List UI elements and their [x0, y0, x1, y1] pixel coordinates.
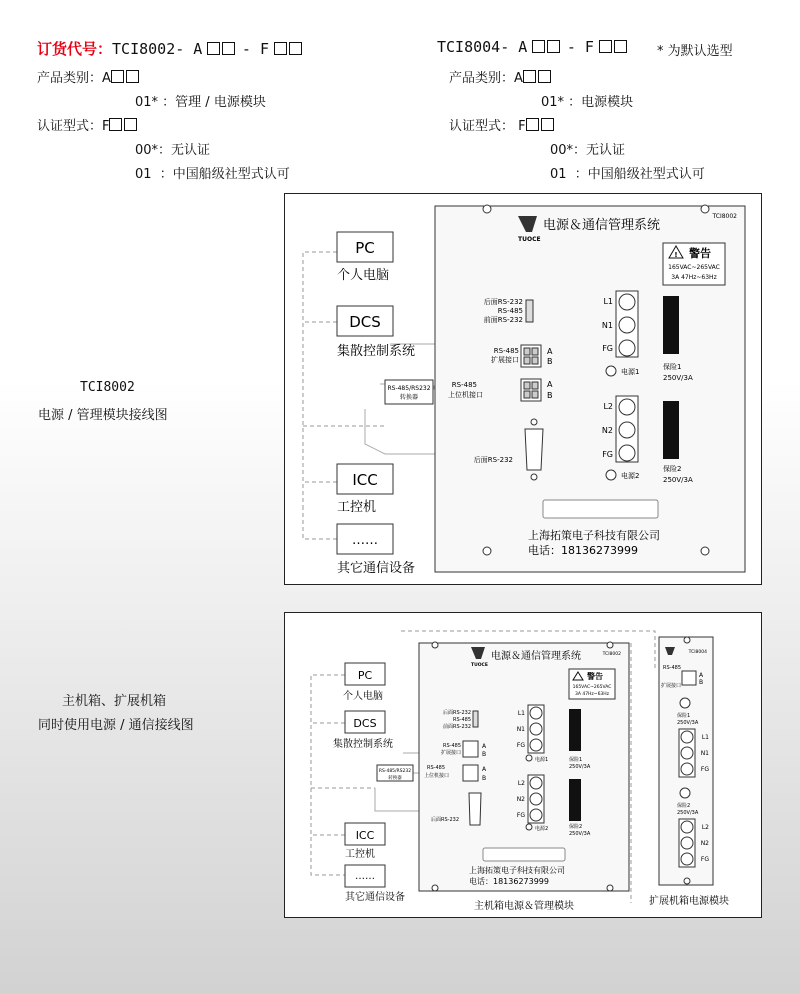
right-category-label: 产品类别：A	[449, 67, 553, 86]
fig1-caption: 电源 / 管理模块接线图	[38, 408, 168, 423]
svg-text:L2: L2	[517, 780, 525, 787]
svg-text:转换器: 转换器	[388, 776, 402, 781]
svg-text:FG: FG	[516, 812, 525, 819]
svg-text:后面RS-232: 后面RS-232	[443, 710, 471, 716]
fig1-device-pc	[337, 232, 393, 283]
svg-text:上海拓策电子科技有限公司: 上海拓策电子科技有限公司	[469, 866, 565, 875]
l2-label: L2	[603, 402, 613, 411]
default-note: * 为默认选型	[657, 44, 733, 59]
fig1-converter	[385, 380, 433, 404]
up-b-label: B	[547, 391, 553, 400]
mode-switch	[526, 300, 533, 322]
svg-text:L1: L1	[517, 710, 525, 717]
order-code-label: 订货代号：	[37, 40, 113, 58]
svg-text:TCI8002: TCI8002	[602, 652, 621, 657]
converter-line2: 转换器	[399, 394, 419, 401]
svg-text:N2: N2	[700, 840, 709, 847]
fuse2	[569, 779, 581, 821]
svg-text:N1: N1	[516, 726, 525, 733]
fuse1	[569, 709, 581, 751]
svg-text:3A 47Hz~63Hz: 3A 47Hz~63Hz	[574, 692, 610, 697]
order-code-tci8002: TCI8002- A	[112, 40, 203, 58]
warning-line1: 165VAC~265VAC	[668, 264, 720, 271]
other-box-label: ……	[352, 533, 378, 548]
svg-text:L2: L2	[701, 824, 709, 831]
right-cert-label: 认证型式： F	[449, 115, 556, 134]
option-box	[111, 70, 124, 83]
svg-text:RS-485: RS-485	[453, 717, 471, 723]
other-label: 其它通信设备	[337, 561, 416, 576]
option-box	[538, 70, 551, 83]
order-code-tail: - F	[566, 38, 594, 56]
dcs-label: 集散控制系统	[333, 739, 393, 750]
svg-text:扩展接口: 扩展接口	[440, 750, 461, 756]
order-line-right	[437, 38, 629, 56]
option-box	[526, 118, 539, 131]
option-box	[124, 118, 137, 131]
svg-text:A: A	[699, 672, 704, 679]
rs485-switch-label: RS-485	[497, 307, 523, 315]
left-category-option: 01* ：管理 / 电源模块	[135, 95, 266, 110]
right-category-option: 01* ：电源模块	[541, 95, 634, 110]
icc-label: 工控机	[345, 849, 375, 860]
power2-label: 电源2	[621, 472, 640, 480]
db9-connector	[525, 429, 543, 470]
svg-text:上位机接口: 上位机接口	[423, 773, 449, 779]
fig2-device-pc	[343, 663, 385, 702]
fig2-ext-panel	[659, 637, 713, 885]
pc-label: 个人电脑	[337, 268, 390, 283]
option-box	[599, 40, 612, 53]
svg-text:RS-485/RS232: RS-485/RS232	[378, 769, 412, 774]
main-chassis-label: 主机箱电源＆管理模块	[474, 901, 574, 912]
power2-led	[606, 470, 616, 480]
fuse1	[663, 296, 679, 354]
ext-model: TCI8004	[688, 650, 707, 655]
rear-rs232-switch-label: 后面RS-232	[483, 298, 523, 306]
company-phone: 电话：18136273999	[528, 544, 638, 557]
option-box	[532, 40, 545, 53]
fig1-panel	[435, 205, 745, 572]
svg-text:N2: N2	[516, 796, 525, 803]
ext-port-label: 扩展接口	[491, 356, 519, 364]
svg-text:TUOCE: TUOCE	[471, 663, 488, 668]
svg-text:165VAC~265VAC: 165VAC~265VAC	[572, 685, 612, 690]
up-port-label: 上位机接口	[448, 391, 483, 399]
warning-title: 警告	[689, 247, 711, 260]
name-plate	[543, 500, 658, 518]
main-panel-title: 电源＆通信管理系统	[491, 651, 581, 662]
svg-text:A: A	[482, 743, 487, 750]
warning-line2: 3A 47Hz~63Hz	[671, 274, 717, 281]
other-box-label: ……	[355, 871, 375, 882]
right-cert-option-01: 01 ：中国船级社型式认可	[550, 167, 705, 182]
svg-text:250V/3A: 250V/3A	[569, 764, 591, 770]
svg-text:B: B	[699, 679, 704, 686]
icc-box-label: ICC	[352, 471, 378, 489]
other-label: 其它通信设备	[345, 892, 405, 903]
fuse1-label: 保险1	[663, 363, 682, 371]
up-a-label: A	[547, 380, 553, 389]
icc-box-label: ICC	[355, 829, 375, 842]
fig1-wiring-diagram	[284, 193, 762, 585]
option-box	[523, 70, 536, 83]
svg-text:N1: N1	[700, 750, 709, 757]
panel-model: TCI8002	[712, 213, 737, 220]
option-box	[274, 42, 287, 55]
ext-rs485-label: RS-485	[663, 665, 681, 671]
option-box	[541, 118, 554, 131]
pc-box-label: PC	[357, 669, 373, 682]
svg-text:B: B	[482, 775, 487, 782]
ext-port-label: 扩展接口	[660, 683, 681, 689]
left-category-label: 产品类别：A	[37, 67, 141, 86]
pc-label: 个人电脑	[343, 691, 383, 702]
order-line-left	[37, 38, 304, 59]
svg-text:250V/3A: 250V/3A	[677, 720, 699, 726]
order-code-tail: - F	[241, 40, 269, 58]
svg-text:电话：18136273999: 电话：18136273999	[469, 877, 549, 886]
svg-text:A: A	[482, 766, 487, 773]
fig2-caption-line2: 同时使用电源 / 通信接线图	[38, 718, 194, 733]
fg1-label: FG	[602, 344, 613, 353]
left-cert-label: 认证型式：F	[37, 115, 139, 134]
front-rs232-switch-label: 前面RS-232	[483, 316, 523, 324]
svg-text:电源1: 电源1	[535, 757, 549, 763]
name-plate	[483, 848, 565, 861]
left-cert-option-01: 01 ：中国船级社型式认可	[135, 167, 290, 182]
dcs-box-label: DCS	[353, 717, 377, 730]
svg-text:B: B	[482, 751, 487, 758]
svg-text:电源2: 电源2	[535, 826, 549, 832]
svg-text:RS-485: RS-485	[427, 765, 445, 771]
option-box	[207, 42, 220, 55]
ext-a-label: A	[547, 347, 553, 356]
panel-title: 电源＆通信管理系统	[543, 218, 661, 233]
power1-led	[606, 366, 616, 376]
fig2-main-panel	[419, 642, 629, 891]
ext-chassis-label: 扩展机箱电源模块	[649, 896, 729, 907]
svg-text:FG: FG	[700, 856, 709, 863]
icc-label: 工控机	[337, 500, 377, 515]
brand: TUOCE	[518, 236, 541, 243]
ext-b-label: B	[547, 357, 553, 366]
right-cert-option-00: 00*：无认证	[550, 143, 626, 158]
option-box	[289, 42, 302, 55]
dcs-box-label: DCS	[349, 313, 381, 331]
svg-text:RS-485: RS-485	[443, 743, 461, 749]
fig2-caption-line1: 主机箱、扩展机箱	[62, 694, 167, 709]
converter-line1: RS-485/RS232	[387, 385, 431, 392]
option-box	[222, 42, 235, 55]
svg-text:250V/3A: 250V/3A	[677, 810, 699, 816]
ext-fuse1-label: 保险1	[677, 713, 691, 719]
fuse2-rating: 250V/3A	[663, 476, 693, 484]
n1-label: N1	[601, 321, 613, 330]
warning-box	[663, 243, 725, 285]
rear-rs232-port-label: 后面RS-232	[473, 456, 513, 464]
svg-text:L1: L1	[701, 734, 709, 741]
left-cert-option-00: 00*：无认证	[135, 143, 211, 158]
svg-text:250V/3A: 250V/3A	[569, 831, 591, 837]
svg-text:前面RS-232: 前面RS-232	[443, 724, 471, 730]
fig2-converter	[377, 765, 413, 781]
db9-connector	[469, 793, 481, 825]
power1-label: 电源1	[621, 368, 640, 376]
ext-fuse2-label: 保险2	[677, 803, 691, 809]
svg-text:FG: FG	[700, 766, 709, 773]
fuse2-label: 保险2	[663, 465, 682, 473]
svg-text:后面RS-232: 后面RS-232	[431, 817, 459, 823]
option-box	[126, 70, 139, 83]
svg-text:FG: FG	[516, 742, 525, 749]
svg-text:!: !	[674, 251, 678, 259]
company-name: 上海拓策电子科技有限公司	[528, 529, 660, 542]
pc-box-label: PC	[355, 239, 375, 257]
fig2-wiring-diagram	[284, 612, 762, 918]
order-code-tci8004: TCI8004- A	[437, 38, 528, 56]
svg-text:警告: 警告	[587, 672, 603, 681]
fuse1-rating: 250V/3A	[663, 374, 693, 382]
dcs-label: 集散控制系统	[337, 344, 416, 359]
svg-text:保险1: 保险1	[569, 757, 583, 763]
fg2-label: FG	[602, 450, 613, 459]
up-rs485-label: RS-485	[451, 381, 477, 389]
fig1-caption-model: TCI8002	[80, 380, 135, 395]
option-box	[547, 40, 560, 53]
svg-text:保险2: 保险2	[569, 824, 583, 830]
n2-label: N2	[601, 426, 613, 435]
option-box	[109, 118, 122, 131]
ext-rs485-label: RS-485	[493, 347, 519, 355]
option-box	[614, 40, 627, 53]
fuse2	[663, 401, 679, 459]
l1-label: L1	[603, 297, 613, 306]
